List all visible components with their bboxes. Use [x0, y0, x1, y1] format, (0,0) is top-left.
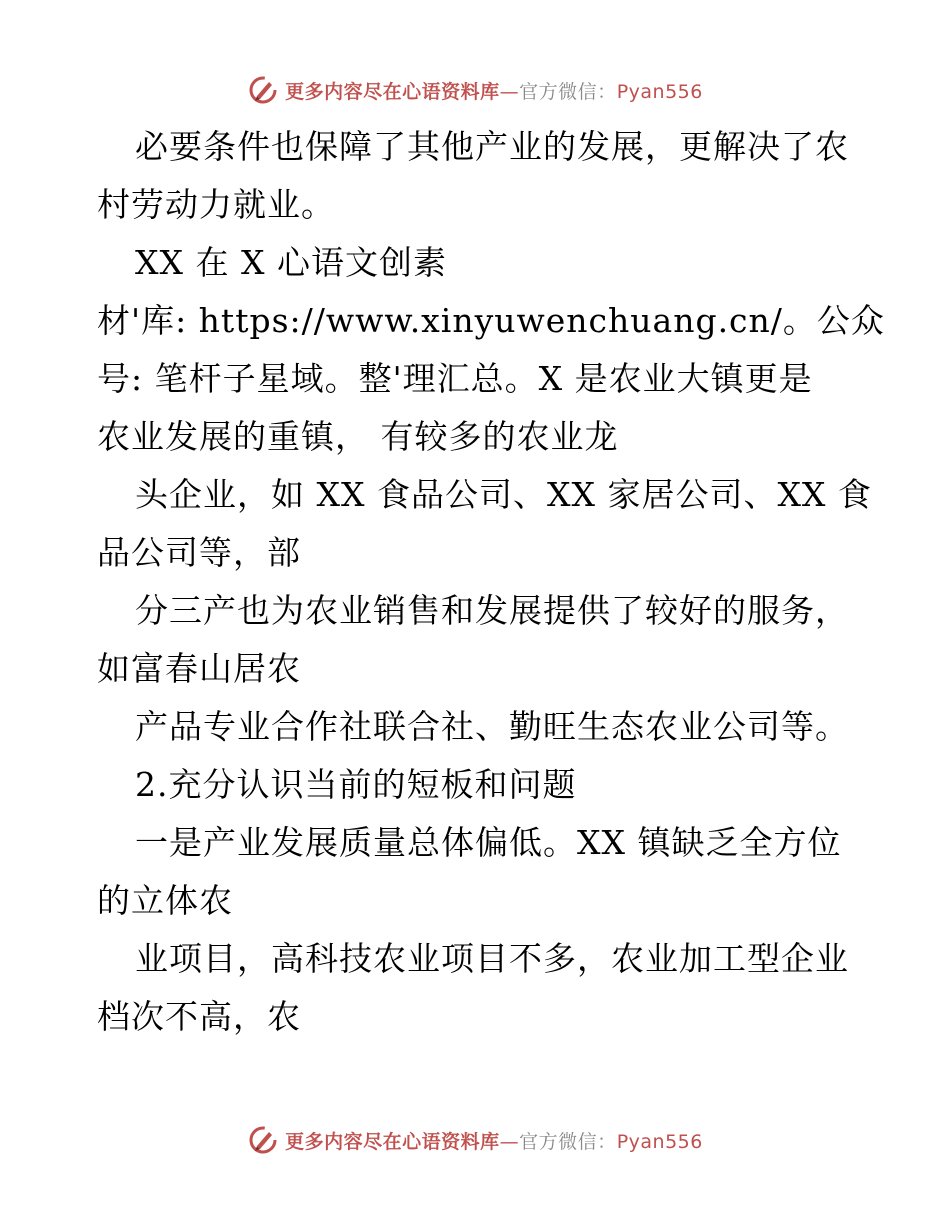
footer-banner-dash: — — [499, 1130, 520, 1153]
body-text-line: XX 在 X 心语文创素 — [135, 243, 447, 282]
document-body — [97, 118, 885, 1046]
body-text-line: 农业发展的重镇， 有较多的农业龙 — [97, 417, 619, 456]
pen-logo-icon — [247, 1124, 279, 1156]
body-text-line: 村劳动力就业。 — [97, 185, 335, 224]
header-wechat-id: Pyan556 — [616, 80, 703, 103]
body-text-line: 如富春山居农 — [97, 649, 301, 688]
pen-logo-icon — [247, 74, 279, 106]
body-text-line: 业项目，高科技农业项目不多，农业加工型企业 — [135, 939, 849, 978]
body-text-line: 头企业，如 XX 食品公司、XX 家居公司、XX 食 — [135, 475, 872, 514]
footer-banner — [0, 1120, 950, 1160]
body-text-line: 2.充分认识当前的短板和问题 — [135, 765, 577, 804]
header-banner-label: 官方微信： — [519, 80, 617, 103]
header-banner-text — [285, 77, 703, 104]
body-text-line: 档次不高，农 — [97, 997, 301, 1036]
body-text-line: 材'库: https://www.xinyuwenchuang.cn/。公众 — [97, 301, 885, 340]
footer-banner-label: 官方微信： — [519, 1130, 617, 1153]
body-text-line: 分三产也为农业销售和发展提供了较好的服务， — [135, 591, 849, 630]
footer-wechat-id: Pyan556 — [616, 1130, 703, 1153]
body-text-line: 必要条件也保障了其他产业的发展，更解决了农 — [135, 127, 849, 166]
body-text-line: 号: 笔杆子星域。整'理汇总。X 是农业大镇更是 — [97, 359, 813, 398]
header-banner — [0, 70, 950, 110]
header-banner-main: 更多内容尽在心语资料库 — [285, 80, 500, 103]
body-text-line: 的立体农 — [97, 881, 233, 920]
header-banner-dash: — — [499, 80, 520, 103]
footer-banner-text — [285, 1127, 703, 1154]
body-text-line: 产品专业合作社联合社、勤旺生态农业公司等。 — [135, 707, 849, 746]
footer-banner-main: 更多内容尽在心语资料库 — [285, 1130, 500, 1153]
body-text-line: 一是产业发展质量总体偏低。XX 镇缺乏全方位 — [135, 823, 842, 862]
body-text-line: 品公司等，部 — [97, 533, 301, 572]
